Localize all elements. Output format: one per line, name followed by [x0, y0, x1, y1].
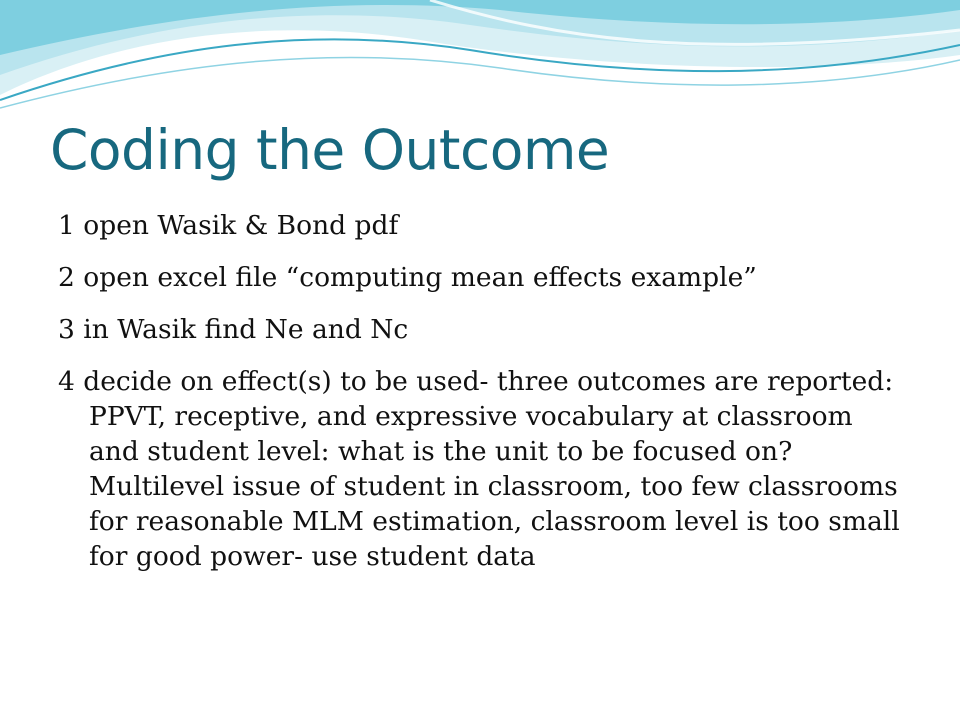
list-item: 2 open excel file “computing mean effects example” — [58, 262, 757, 293]
list-item: 1 open Wasik & Bond pdf — [58, 210, 399, 241]
list-item: 3 in Wasik find Ne and Nc — [58, 314, 409, 345]
header-wave-decoration — [0, 0, 960, 130]
slide-body-list — [58, 208, 908, 591]
slide-title: Coding the Outcome — [50, 118, 610, 182]
list-item: 4 decide on effect(s) to be used- three outcomes are reported: PPVT, receptive, and expressive vocabulary at classroom and student level: what is the unit to be focused on? Multilevel issue of student in classroom, too few classrooms for reasonable MLM estimation, classroom level is too small for good power- use student data — [58, 366, 900, 572]
